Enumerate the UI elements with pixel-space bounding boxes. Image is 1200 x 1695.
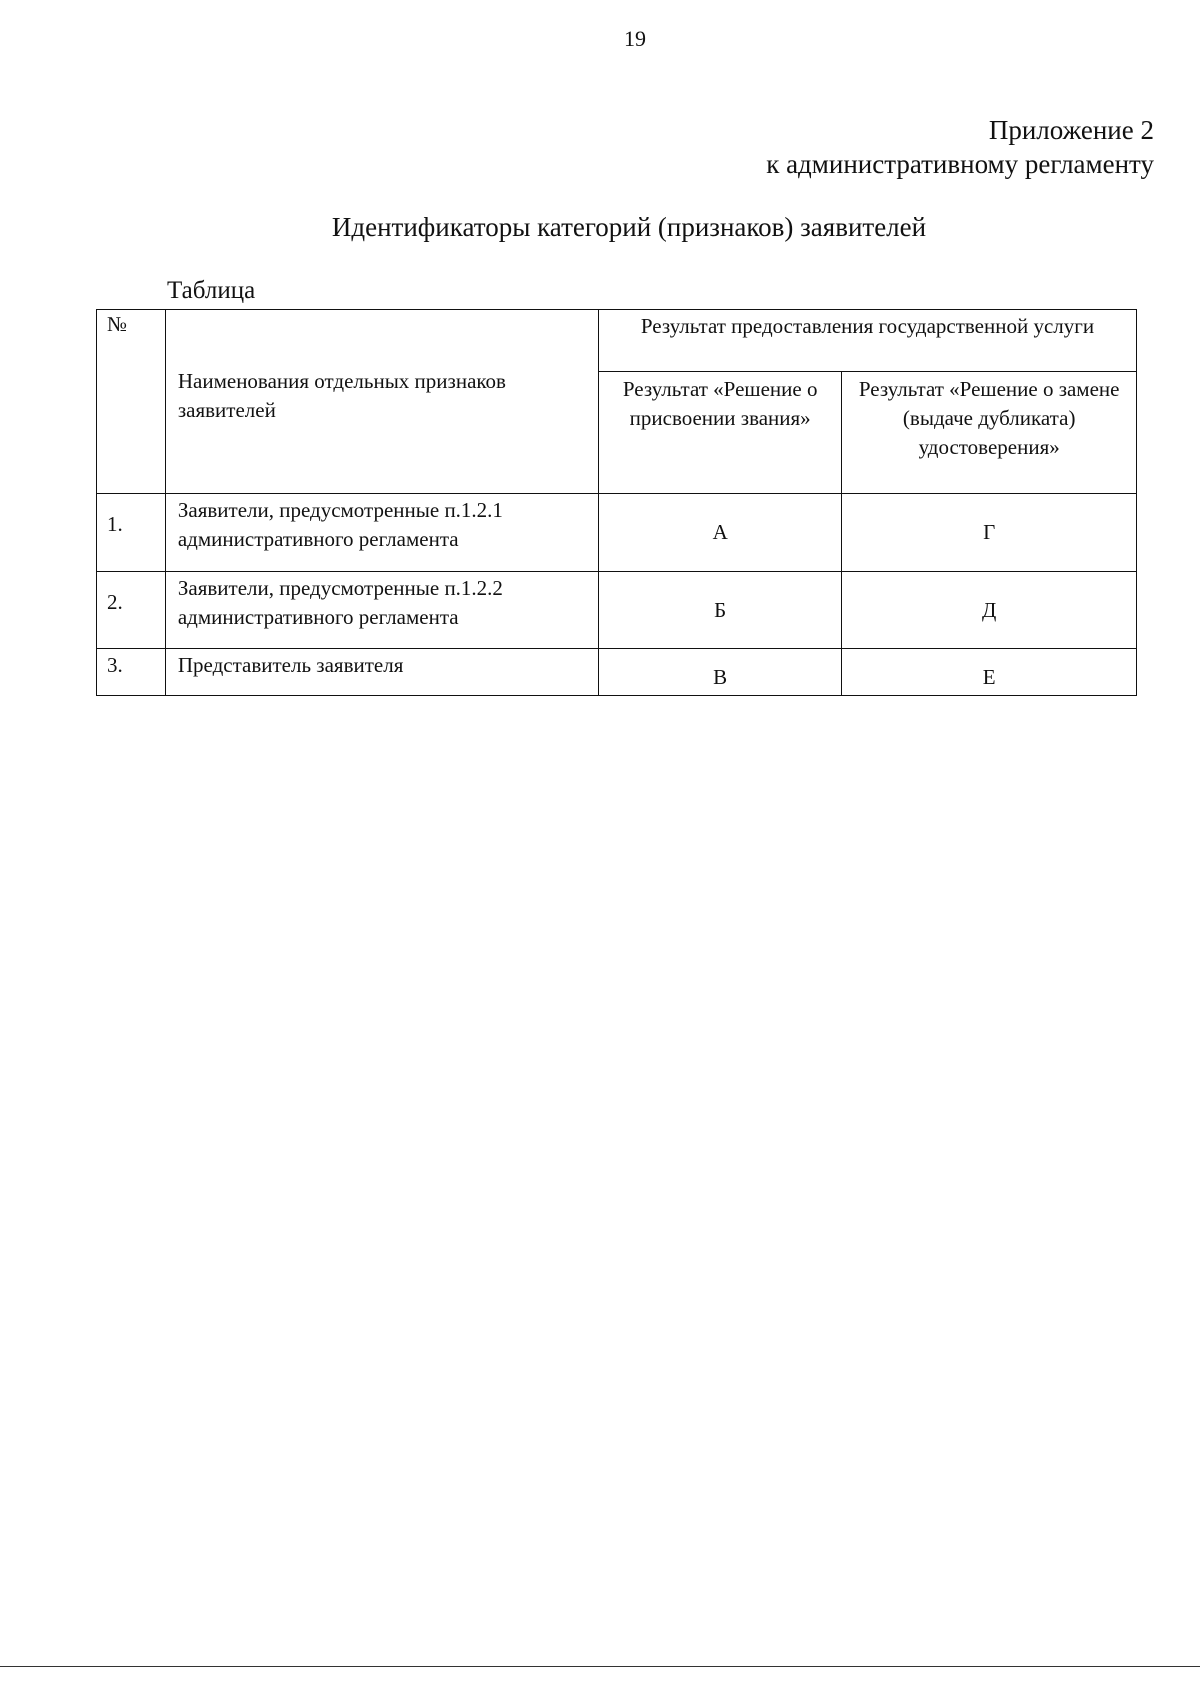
row-num: 2. [107, 590, 123, 614]
row-result2: Е [982, 664, 996, 689]
document-title: Идентификаторы категорий (признаков) заявителей [331, 212, 927, 242]
bottom-rule [0, 1666, 1200, 1667]
row-num-cell [97, 572, 166, 649]
row-name-cell [165, 649, 598, 696]
row-name: Представитель заявителя [177, 653, 404, 677]
row-result1: Б [714, 597, 727, 622]
row-result1-cell [598, 572, 841, 649]
header-result1-cell [598, 372, 841, 494]
appendix-note [766, 113, 1154, 181]
row-num-cell [97, 649, 166, 696]
row-num: 3. [107, 653, 123, 677]
table-row [97, 494, 1137, 572]
row-result2-cell [842, 649, 1137, 696]
row-name-cell [165, 494, 598, 572]
header-result2: Результат «Решение о замене (выдаче дубликата) удостоверения» [858, 377, 1120, 459]
header-name-cell [165, 310, 598, 494]
row-result2: Д [982, 597, 997, 622]
header-num: № [107, 312, 128, 336]
appendix-line-1: Приложение 2 [988, 115, 1154, 145]
header-result1: Результат «Решение о присвоении звания» [622, 377, 818, 430]
table-caption: Таблица [167, 277, 256, 304]
identifiers-table [96, 309, 1137, 696]
row-name: Заявители, предусмотренные п.1.2.2 административного регламента [177, 576, 503, 629]
header-name: Наименования отдельных признаков заявителей [177, 369, 506, 422]
table-row [97, 572, 1137, 649]
row-name: Заявители, предусмотренные п.1.2.1 административного регламента [177, 498, 503, 551]
page-number: 19 [624, 26, 646, 51]
table-header-row [97, 310, 1137, 372]
row-result2-cell [842, 572, 1137, 649]
row-num: 1. [107, 512, 123, 536]
header-result2-cell [842, 372, 1137, 494]
row-result1: В [713, 664, 728, 689]
row-result1: А [712, 520, 728, 544]
row-result1-cell [598, 649, 841, 696]
row-result2: Г [983, 520, 996, 544]
appendix-line-2: к административному регламенту [766, 149, 1154, 179]
row-result2-cell [842, 494, 1137, 572]
row-num-cell [97, 494, 166, 572]
row-name-cell [165, 572, 598, 649]
row-result1-cell [598, 494, 841, 572]
header-group-cell [598, 310, 1136, 372]
header-group: Результат предоставления государственной услуги [640, 314, 1095, 338]
header-num-cell [97, 310, 166, 494]
table-row [97, 649, 1137, 696]
